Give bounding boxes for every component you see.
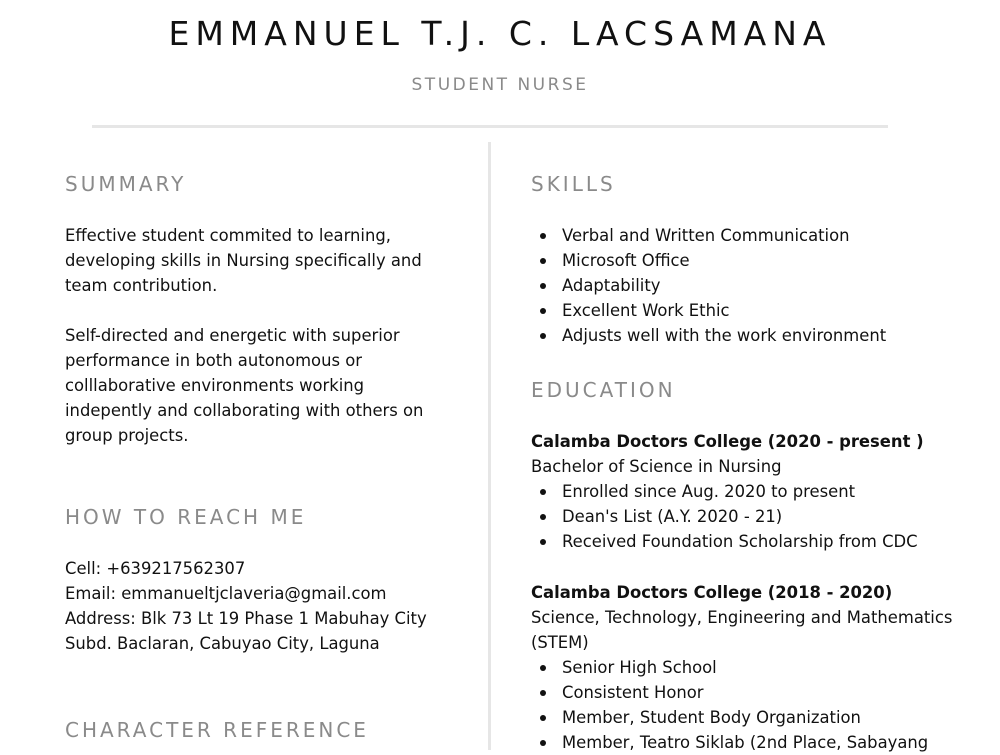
education-item: Consistent Honor bbox=[531, 680, 952, 705]
summary-paragraph-2 bbox=[65, 323, 423, 448]
education-items bbox=[531, 479, 924, 554]
education-item: Member, Student Body Organization bbox=[531, 705, 952, 730]
reference-heading: CHARACTER REFERENCE bbox=[65, 718, 369, 742]
skill-item: Microsoft Office bbox=[531, 248, 886, 273]
education-item: Member, Teatro Siklab (2nd Place, Sabayang bbox=[531, 730, 952, 755]
contact-email: Email: emmanueltjclaveria@gmail.com bbox=[65, 584, 387, 603]
text-line: group projects. bbox=[65, 426, 189, 445]
skill-item: Adjusts well with the work environment bbox=[531, 323, 886, 348]
program: (STEM) bbox=[531, 633, 589, 652]
education-entry bbox=[531, 429, 924, 554]
skill-item: Verbal and Written Communication bbox=[531, 223, 886, 248]
contact-heading: HOW TO REACH ME bbox=[65, 505, 307, 529]
education-item: Enrolled since Aug. 2020 to present bbox=[531, 479, 924, 504]
school-title: Calamba Doctors College (2020 - present ) bbox=[531, 432, 924, 451]
text-line: developing skills in Nursing specifically and bbox=[65, 251, 422, 270]
summary-heading: SUMMARY bbox=[65, 172, 187, 196]
text-line: Self-directed and energetic with superior bbox=[65, 326, 400, 345]
education-item: Senior High School bbox=[531, 655, 952, 680]
text-line: colllaborative environments working bbox=[65, 376, 365, 395]
education-item: Dean's List (A.Y. 2020 - 21) bbox=[531, 504, 924, 529]
text-line: performance in both autonomous or bbox=[65, 351, 362, 370]
education-entry bbox=[531, 580, 952, 755]
column-divider bbox=[488, 142, 491, 750]
program: Bachelor of Science in Nursing bbox=[531, 457, 782, 476]
skill-item: Adaptability bbox=[531, 273, 886, 298]
education-heading: EDUCATION bbox=[531, 378, 676, 402]
school-title: Calamba Doctors College (2018 - 2020) bbox=[531, 583, 893, 602]
text-line: team contribution. bbox=[65, 276, 218, 295]
education-item: Received Foundation Scholarship from CDC bbox=[531, 529, 924, 554]
contact-details bbox=[65, 556, 427, 656]
text-line: indepently and collaborating with others on bbox=[65, 401, 424, 420]
header-divider bbox=[92, 125, 888, 128]
text-line: Effective student commited to learning, bbox=[65, 226, 391, 245]
summary-paragraph-1 bbox=[65, 223, 422, 298]
education-items bbox=[531, 655, 952, 755]
skills-heading: SKILLS bbox=[531, 172, 616, 196]
contact-address: Subd. Baclaran, Cabuyao City, Laguna bbox=[65, 634, 380, 653]
resume-role: STUDENT NURSE bbox=[411, 75, 589, 95]
contact-cell: Cell: +639217562307 bbox=[65, 559, 246, 578]
contact-address: Address: Blk 73 Lt 19 Phase 1 Mabuhay City bbox=[65, 609, 427, 628]
skills-list bbox=[531, 223, 886, 348]
program: Science, Technology, Engineering and Mathematics bbox=[531, 608, 953, 627]
skill-item: Excellent Work Ethic bbox=[531, 298, 886, 323]
resume-name: EMMANUEL T.J. C. LACSAMANA bbox=[168, 14, 832, 53]
